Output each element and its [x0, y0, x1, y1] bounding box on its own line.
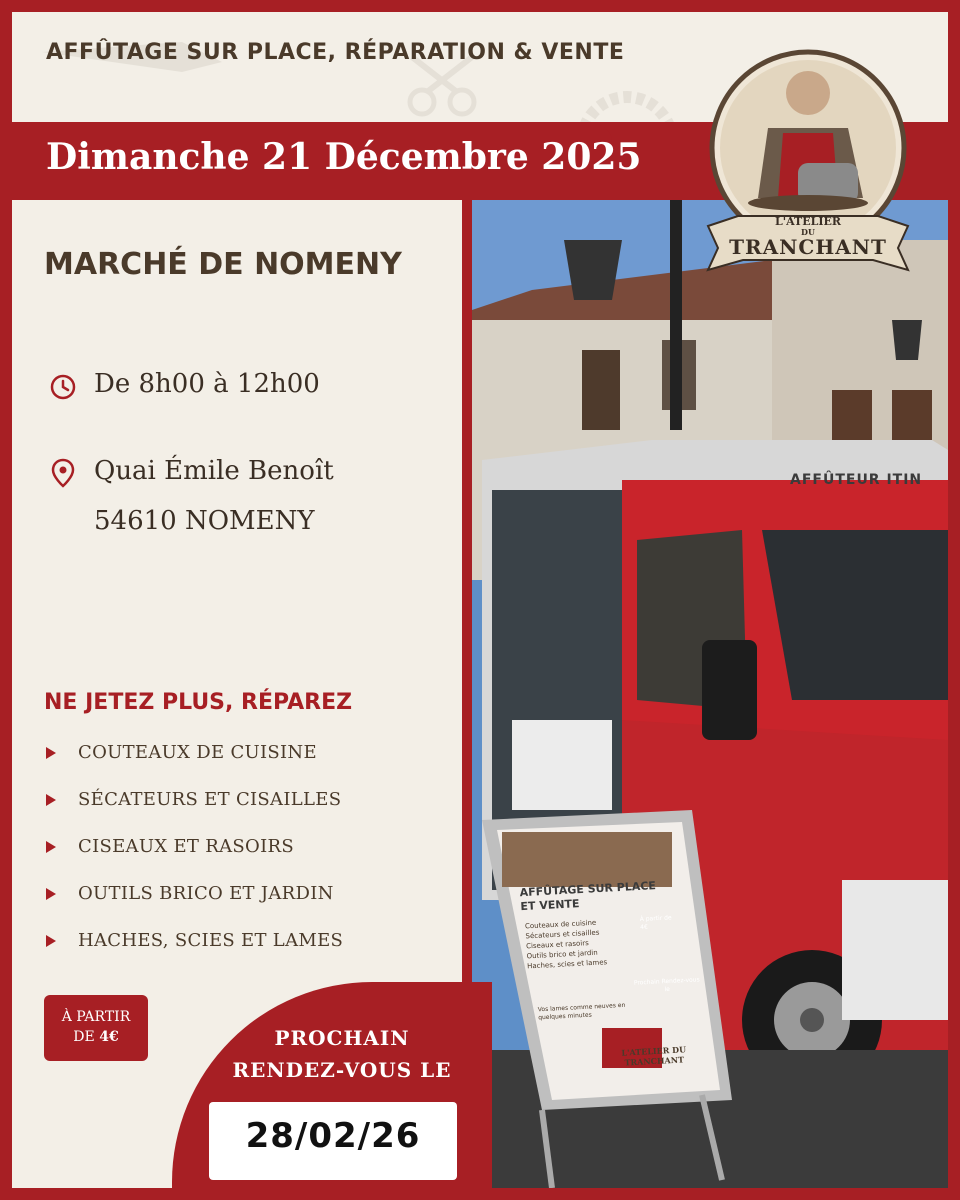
bullet-triangle-icon	[46, 841, 56, 853]
sign-logo: L'ATELIER DU TRANCHANT	[621, 1044, 687, 1068]
event-date: Dimanche 21 Décembre 2025	[46, 136, 642, 178]
address-city: 54610 NOMENY	[94, 506, 315, 536]
sign-footer: Vos lames comme neuves en quelques minutes	[537, 1001, 626, 1022]
bullet-triangle-icon	[46, 935, 56, 947]
bullet-triangle-icon	[46, 747, 56, 759]
sign-price: À partir de 4€	[639, 914, 672, 931]
location-pin-icon	[50, 458, 76, 488]
price-label: À PARTIR	[61, 1009, 131, 1025]
price-value: DE 4€	[73, 1029, 119, 1045]
market-title: MARCHÉ DE NOMENY	[44, 247, 402, 282]
logo-wordmark: L'ATELIER DU TRANCHANT	[729, 215, 887, 259]
bullet-triangle-icon	[46, 794, 56, 806]
address-street: Quai Émile Benoît	[94, 456, 334, 486]
sign-title: AFFÛTAGE SUR PLACE ET VENTE	[519, 879, 657, 914]
sign-next: Prochain Rendez-vous le	[633, 976, 700, 994]
next-appointment-title: PROCHAIN RENDEZ-VOUS LE	[232, 1026, 452, 1082]
services-heading: NE JETEZ PLUS, RÉPAREZ	[44, 690, 353, 715]
van-photo	[472, 200, 948, 1188]
atelier-logo	[698, 48, 918, 278]
bullet-triangle-icon	[46, 888, 56, 900]
sign-list: Couteaux de cuisine Sécateurs et cisailles Ciseaux et rasoirs Outils brico et jardin Haches, scies et lames	[524, 918, 608, 971]
clock-icon	[50, 374, 76, 400]
van-lettering: AFFÛTEUR ITIN	[790, 472, 923, 488]
next-appointment-date: 28/02/26	[245, 1116, 421, 1156]
opening-hours: De 8h00 à 12h00	[94, 369, 320, 399]
poster: AFFÛTAGE SUR PLACE, RÉPARATION & VENTE Dimanche 21 Décembre 2025 MARCHÉ DE NOMENY De 8h00 à 12h00 Quai Émile Benoît 54610 NOMENY NE JETEZ PLUS, RÉPAREZ COUTEAUX DE CUISINE SÉCATEURS ET CISAILLES CISEAUX ET RASOIRS OUTILS BRICO ET JARDIN HACHES, SCIES ET LAMES À PARTIR DE 4€ AFFÛTEUR ITIN AFFÛTAGE SUR PLACE ET VENTE Couteaux de cuisine Sécateurs et cisailles Ciseaux et rasoirs Outils brico et jardin Haches, scies et lames À partir de 4€ Prochain Rendez-vous le Vos lames comme neuves en quelques minutes L'ATELIER DU TRANCHANT L'ATELIER DU TRANCHANT PROCHAIN RENDEZ-VOUS LE 28/02/26	[12, 12, 948, 1188]
price-badge	[44, 995, 148, 1061]
tagline: AFFÛTAGE SUR PLACE, RÉPARATION & VENTE	[46, 40, 625, 65]
